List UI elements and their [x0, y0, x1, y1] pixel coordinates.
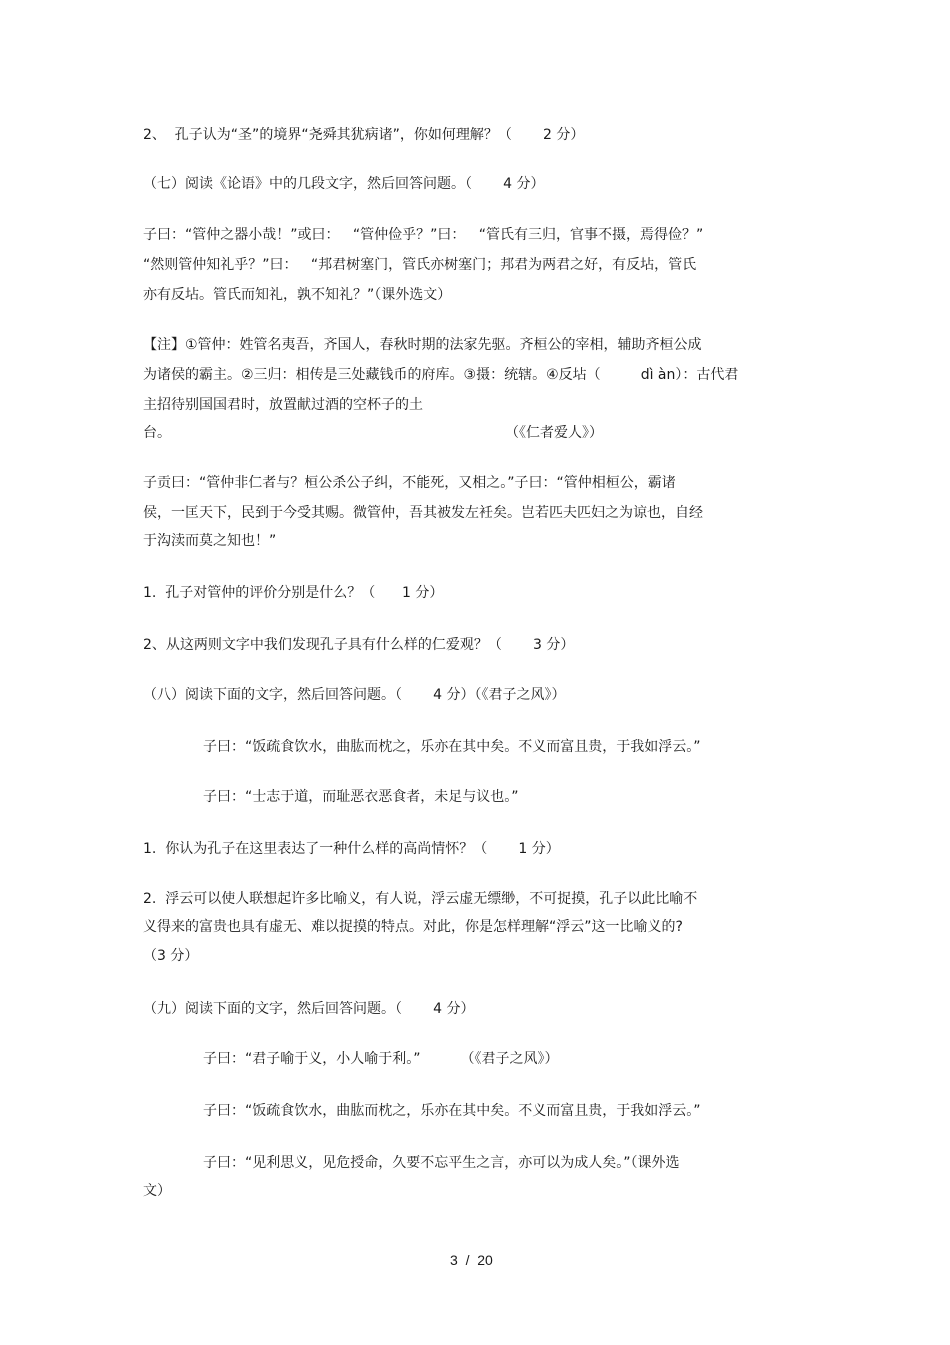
section-9-heading: （九）阅读下面的文字，然后回答问题。（ 4 分） — [143, 1001, 475, 1017]
annotation-line: 【注】①管仲：姓管名夷吾，齐国人，春秋时期的法家先驱。齐桓公的宰相，辅助齐桓公成 — [143, 337, 702, 353]
passage-line: “然则管仲知礼乎？”曰： “邦君树塞门，管氏亦树塞门；邦君为两君之好，有反坫，管氏 — [143, 257, 697, 273]
passage-line: 侯，一匡天下，民到于今受其赐。微管仲，吾其被发左衽矣。岂若匹夫匹妇之为谅也，自经 — [143, 505, 703, 521]
page-number: 3 / 20 — [450, 1252, 493, 1268]
question-item: 1. 孔子对管仲的评价分别是什么？（ 1 分） — [143, 585, 444, 601]
quote-line: 文） — [143, 1183, 171, 1199]
question-item: 2. 浮云可以使人联想起许多比喻义，有人说，浮云虚无缥缈，不可捉摸，孔子以此比喻不 — [143, 891, 698, 907]
passage-line: 亦有反坫。管氏而知礼，孰不知礼？”（课外选文） — [143, 287, 452, 303]
section-7-heading: （七）阅读《论语》中的几段文字，然后回答问题。（ 4 分） — [143, 176, 545, 192]
annotation-line: 为诸侯的霸主。②三归：相传是三处藏钱币的府库。③摄：统辖。④反坫（ dì àn）：古代君 — [143, 367, 739, 383]
quote-line: 子曰：“君子喻于义，小人喻于利。” （《君子之风》） — [203, 1051, 559, 1067]
passage-line: 子曰：“管仲之器小哉！”或曰： “管仲俭乎？”曰： “管氏有三归，官事不摄，焉得俭？” — [143, 227, 704, 243]
question-item: （3 分） — [143, 948, 199, 964]
question-2-kongzi-sage: 2、 孔子认为“圣”的境界“尧舜其犹病诸”，你如何理解？（ 2 分） — [143, 127, 585, 143]
passage-line: 子贡曰：“管仲非仁者与？桓公杀公子纠，不能死，又相之。”子曰：“管仲相桓公，霸诸 — [143, 475, 676, 491]
quote-line: 子曰：“见利思义，见危授命，久要不忘平生之言，亦可以为成人矣。”（课外选 — [203, 1155, 680, 1171]
question-item: 2、从这两则文字中我们发现孔子具有什么样的仁爱观？（ 3 分） — [143, 637, 575, 653]
quote-line: 子曰：“饭疏食饮水，曲肱而枕之，乐亦在其中矣。不义而富且贵，于我如浮云。” — [203, 1103, 701, 1119]
quote-line: 子曰：“饭疏食饮水，曲肱而枕之，乐亦在其中矣。不义而富且贵，于我如浮云。” — [203, 739, 701, 755]
quote-line: 子曰：“士志于道，而耻恶衣恶食者，未足与议也。” — [203, 789, 519, 805]
passage-line: 于沟渎而莫之知也！” — [143, 533, 277, 549]
annotation-line: 主招待别国国君时，放置献过酒的空杯子的土 — [143, 397, 423, 413]
annotation-line: 台。 — [143, 425, 171, 441]
question-item: 义得来的富贵也具有虚无、难以捉摸的特点。对此，你是怎样理解“浮云”这一比喻义的? — [143, 919, 683, 935]
source-citation: （《仁者爱人》） — [505, 425, 603, 441]
question-item: 1. 你认为孔子在这里表达了一种什么样的高尚情怀？（ 1 分） — [143, 841, 560, 857]
section-8-heading: （八）阅读下面的文字，然后回答问题。（ 4 分）（《君子之风》） — [143, 687, 566, 703]
